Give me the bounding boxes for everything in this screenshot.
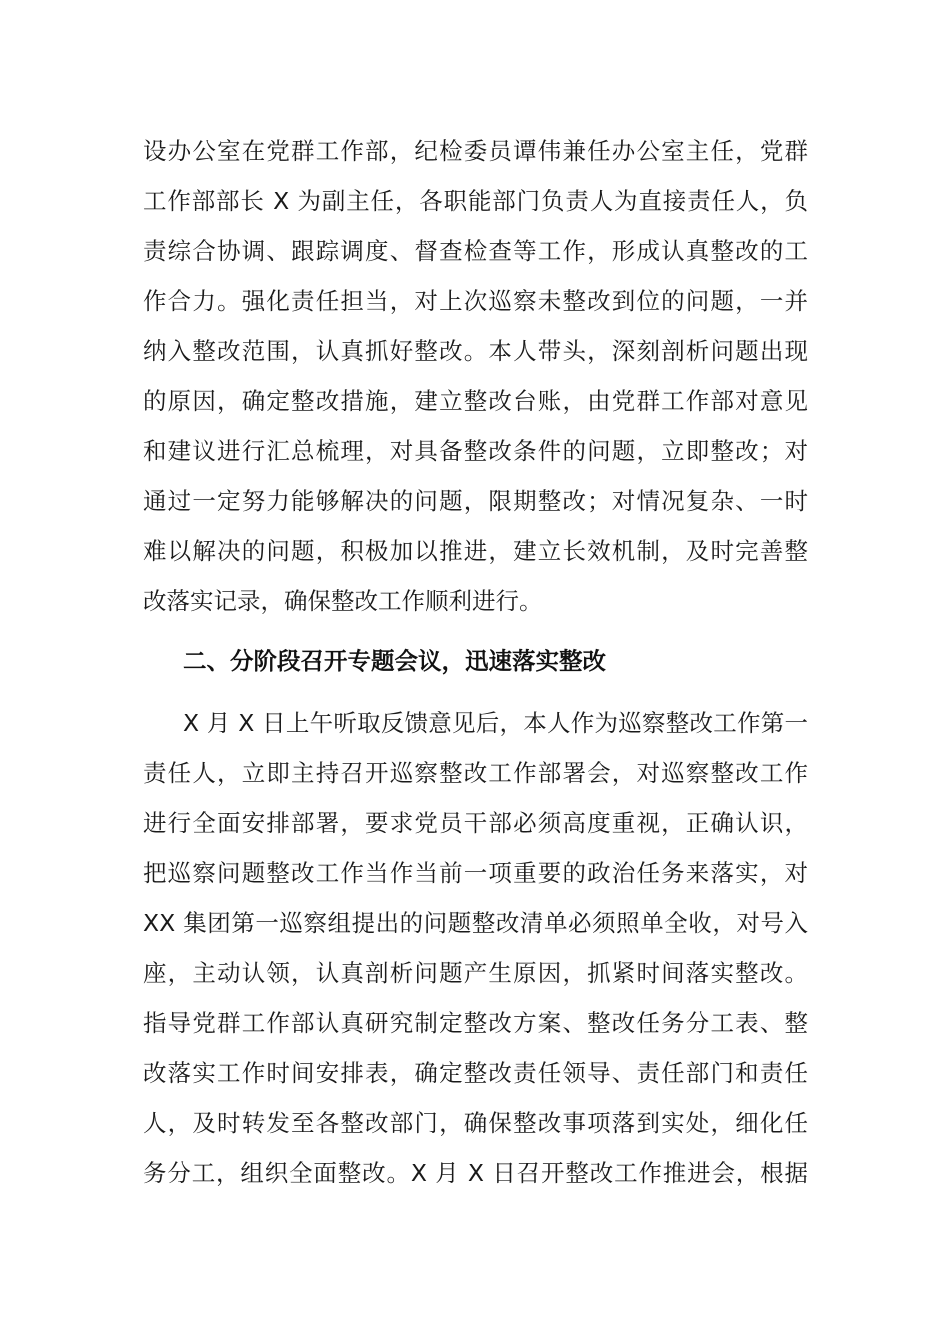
text-line: 改落实记录，确保整改工作顺利进行。	[143, 587, 543, 615]
paragraph-section1	[143, 126, 808, 626]
text-line: 座，主动认领，认真剖析问题产生原因，抓紧时间落实整改。	[143, 959, 808, 987]
paragraph-section2	[143, 698, 808, 1198]
text-line: 进行全面安排部署，要求党员干部必须高度重视，正确认识，	[143, 809, 808, 837]
text-line: X 月 X 日上午听取反馈意见后，本人作为巡察整改工作第一	[183, 709, 808, 737]
text-line: 指导党群工作部认真研究制定整改方案、整改任务分工表、整	[143, 1009, 808, 1037]
text-line: 作合力。强化责任担当，对上次巡察未整改到位的问题，一并	[143, 287, 808, 315]
text-line: 纳入整改范围，认真抓好整改。本人带头，深刻剖析问题出现	[143, 337, 808, 365]
text-line: 通过一定努力能够解决的问题，限期整改；对情况复杂、一时	[143, 487, 808, 515]
text-line: 人，及时转发至各整改部门，确保整改事项落到实处，细化任	[143, 1109, 808, 1137]
text-line: XX 集团第一巡察组提出的问题整改清单必须照单全收，对号入	[143, 909, 808, 937]
text-line: 把巡察问题整改工作当作当前一项重要的政治任务来落实，对	[143, 859, 808, 887]
text-line: 工作部部长 X 为副主任，各职能部门负责人为直接责任人，负	[143, 187, 808, 215]
text-line: 责综合协调、跟踪调度、督查检查等工作，形成认真整改的工	[143, 237, 808, 265]
text-line: 设办公室在党群工作部，纪检委员谭伟兼任办公室主任，党群	[143, 137, 808, 165]
text-line: 难以解决的问题，积极加以推进，建立长效机制，及时完善整	[143, 537, 808, 565]
text-line: 和建议进行汇总梳理，对具备整改条件的问题，立即整改；对	[143, 437, 808, 465]
section-heading: 二、分阶段召开专题会议，迅速落实整改	[183, 647, 606, 675]
text-line: 改落实工作时间安排表，确定整改责任领导、责任部门和责任	[143, 1059, 808, 1087]
text-line: 责任人，立即主持召开巡察整改工作部署会，对巡察整改工作	[143, 759, 808, 787]
text-line: 务分工，组织全面整改。X 月 X 日召开整改工作推进会，根据	[143, 1159, 808, 1187]
text-line: 的原因，确定整改措施，建立整改台账，由党群工作部对意见	[143, 387, 808, 415]
